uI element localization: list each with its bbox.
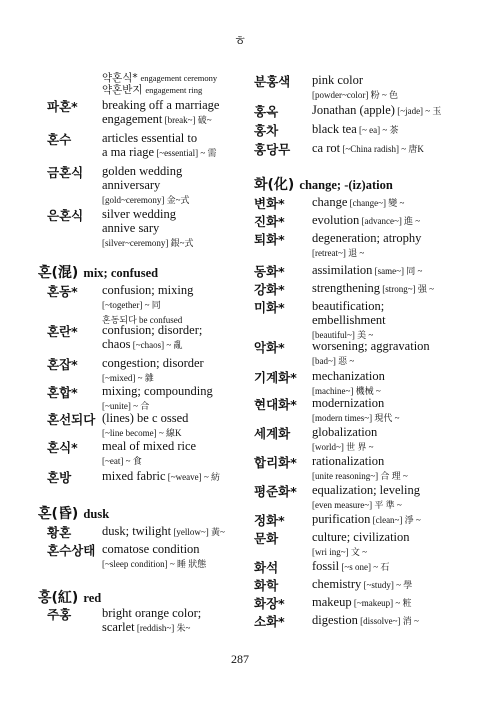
- definition: [312, 613, 480, 628]
- headword: 진화*: [254, 214, 285, 229]
- definition-line: [102, 178, 242, 192]
- definition-text: engagement: [102, 112, 163, 126]
- definition: [312, 231, 480, 260]
- definition-line: [102, 556, 242, 571]
- definition-line: [312, 410, 480, 425]
- definition-line: [102, 370, 242, 385]
- section-syllable: 홍(紅): [38, 590, 79, 606]
- definition-line: [102, 356, 242, 370]
- headword: 은혼식: [47, 208, 84, 223]
- section-heading: [38, 503, 109, 523]
- definition-line: [102, 425, 242, 440]
- etymology-note: [~essential] ~ 需: [154, 148, 217, 158]
- definition-line: [312, 103, 480, 118]
- sub-definition: engagement ceremony: [140, 73, 218, 83]
- etymology-note: [~mixed] ~ 雜: [102, 373, 154, 383]
- definition-text: culture; civilization: [312, 530, 410, 544]
- definition-text: confusion; mixing: [102, 283, 194, 297]
- definition-line: [312, 353, 480, 368]
- definition-text: ca rot: [312, 141, 341, 155]
- etymology-note: [dissolve~] 消 ~: [357, 616, 419, 626]
- headword: 강화*: [254, 282, 285, 297]
- headword: 동화*: [254, 264, 285, 279]
- headword: 혼란*: [47, 324, 78, 339]
- definition-line: [102, 235, 242, 250]
- definition: [312, 369, 480, 398]
- definition-line: [312, 263, 480, 278]
- section-heading: [38, 262, 158, 282]
- definition-line: [102, 542, 242, 556]
- definition: [102, 542, 242, 571]
- section-gloss: change; -(iz)ation: [299, 178, 393, 192]
- definition-text: globalization: [312, 425, 378, 439]
- etymology-note: [world~] 世 界 ~: [312, 442, 374, 452]
- definition-line: [102, 145, 242, 160]
- etymology-note: [unite reasoning~] 合 理 ~: [312, 471, 408, 481]
- section-syllable: 혼(混): [38, 265, 79, 281]
- etymology-note: [yellow~] 黃~: [171, 527, 225, 537]
- headword: 화장*: [254, 596, 285, 611]
- etymology-note: [reddish~] 朱~: [134, 623, 191, 633]
- definition: [102, 207, 242, 250]
- section-gloss: red: [83, 591, 102, 605]
- definition-text: degeneration; atrophy: [312, 231, 422, 245]
- definition-line: [312, 281, 480, 296]
- definition-text: fossil: [312, 559, 340, 573]
- page-number: 287: [231, 652, 249, 666]
- definition-line: [102, 207, 242, 221]
- headword: 혼합*: [47, 385, 78, 400]
- headword: 혼선되다: [47, 412, 96, 427]
- definition-line: [312, 530, 480, 544]
- definition: [312, 73, 480, 102]
- definition-text: pink color: [312, 73, 364, 87]
- sub-headword: 약혼식*: [102, 72, 138, 84]
- definition: [312, 396, 480, 425]
- section-heading: [254, 174, 393, 194]
- etymology-note: [machine~] 機械 ~: [312, 386, 381, 396]
- definition: [102, 131, 242, 160]
- definition-line: [312, 231, 480, 245]
- etymology-note: [advance~] 進 ~: [359, 216, 421, 226]
- etymology-note: [~weave] ~ 紡: [165, 472, 220, 482]
- definition: [102, 524, 242, 539]
- etymology-note: [clean~] 淨 ~: [370, 515, 421, 525]
- definition-line: [102, 112, 242, 127]
- headword: 혼잡*: [47, 357, 78, 372]
- etymology-note: [silver~ceremony] 銀~式: [102, 238, 194, 248]
- headword: 홍당무: [254, 142, 291, 157]
- headword: 황혼: [47, 525, 72, 540]
- definition-line: [102, 283, 242, 297]
- definition-line: [312, 141, 480, 156]
- sub-entry: [102, 72, 217, 84]
- sub-definition: engagement ring: [145, 85, 203, 95]
- definition-line: [312, 544, 480, 559]
- definition-text: breaking off a marriage: [102, 98, 220, 112]
- definition-line: [312, 425, 480, 439]
- sub-entry-group: [102, 72, 217, 96]
- section-gloss: mix; confused: [83, 266, 159, 280]
- definition-text: confusion; disorder;: [102, 323, 203, 337]
- definition-line: [102, 98, 242, 112]
- etymology-note: [~sleep condition] ~ 睡 狀態: [102, 559, 207, 569]
- headword: 혼동*: [47, 284, 78, 299]
- definition-text: modernization: [312, 396, 385, 410]
- etymology-note: [~jade] ~ 玉: [394, 106, 442, 116]
- definition-line: [312, 439, 480, 454]
- definition-text: comatose condition: [102, 542, 200, 556]
- headword: 혼수상태: [47, 543, 96, 558]
- headword: 분홍색: [254, 74, 291, 89]
- definition: [102, 356, 242, 385]
- headword: 퇴화*: [254, 232, 285, 247]
- definition-text: strengthening: [312, 281, 381, 295]
- definition-line: [312, 122, 480, 137]
- etymology-note: [~makeup] ~ 粧: [351, 598, 412, 608]
- definition-line: [312, 313, 480, 327]
- headword: 변화*: [254, 196, 285, 211]
- definition: [102, 283, 242, 327]
- etymology-note: [~line become] ~ 線K: [102, 428, 182, 438]
- definition-line: [102, 297, 242, 312]
- definition-line: [102, 469, 242, 484]
- definition-line: [102, 620, 242, 635]
- etymology-note: [strong~] 强 ~: [380, 284, 435, 294]
- definition: [102, 469, 242, 484]
- definition-text: embellishment: [312, 313, 386, 327]
- definition-line: [312, 595, 480, 610]
- definition-line: [312, 369, 480, 383]
- etymology-note: [beautiful~] 美 ~: [312, 330, 374, 340]
- definition-text: makeup: [312, 595, 352, 609]
- headword: 평준화*: [254, 484, 297, 499]
- etymology-note: [break~] 破~: [162, 115, 212, 125]
- definition-text: black tea: [312, 122, 357, 136]
- definition-text: mixing; compounding: [102, 384, 213, 398]
- definition-line: [312, 396, 480, 410]
- etymology-note: [wri ing~] 文 ~: [312, 547, 367, 557]
- definition-line: [102, 453, 242, 468]
- definition-line: [102, 192, 242, 207]
- headword: 미화*: [254, 300, 285, 315]
- etymology-note: 혼동되다 be confused: [102, 315, 183, 325]
- definition-text: silver wedding: [102, 207, 176, 221]
- definition: [102, 98, 242, 127]
- definition-text: evolution: [312, 213, 360, 227]
- definition-text: Jonathan (apple): [312, 103, 395, 117]
- definition: [312, 195, 480, 210]
- etymology-note: [~together] ~ 同: [102, 300, 161, 310]
- headword: 기계화*: [254, 370, 297, 385]
- definition: [312, 483, 480, 512]
- etymology-note: [~ ea] ~ 茶: [356, 125, 399, 135]
- etymology-note: [gold~ceremony] 金~式: [102, 195, 190, 205]
- definition-line: [312, 497, 480, 512]
- definition: [102, 164, 242, 207]
- etymology-note: [~chaos] ~ 亂: [130, 340, 183, 350]
- definition: [312, 577, 480, 592]
- etymology-note: [bad~] 惡 ~: [312, 356, 355, 366]
- definition-text: anniversary: [102, 178, 161, 192]
- definition-line: [312, 73, 480, 87]
- definition-text: articles essential to: [102, 131, 198, 145]
- headword: 혼수: [47, 132, 72, 147]
- headword: 혼식*: [47, 440, 78, 455]
- definition-line: [312, 299, 480, 313]
- etymology-note: [powder~color] 粉 ~ 色: [312, 90, 398, 100]
- section-gloss: dusk: [83, 507, 110, 521]
- definition: [312, 103, 480, 118]
- definition-text: change: [312, 195, 348, 209]
- headword: 혼방: [47, 470, 72, 485]
- definition: [312, 339, 480, 368]
- definition: [312, 213, 480, 228]
- definition-line: [312, 87, 480, 102]
- definition-line: [102, 439, 242, 453]
- headword: 소화*: [254, 614, 285, 629]
- definition: [312, 281, 480, 296]
- sub-entry: [102, 84, 217, 96]
- definition-text: dusk; twilight: [102, 524, 172, 538]
- definition-line: [102, 323, 242, 337]
- definition: [102, 411, 242, 440]
- definition: [102, 384, 242, 413]
- definition-text: chaos: [102, 337, 131, 351]
- headword: 악화*: [254, 340, 285, 355]
- headword: 합리화*: [254, 455, 297, 470]
- definition-text: golden wedding: [102, 164, 183, 178]
- definition-text: purification: [312, 512, 371, 526]
- definition: [312, 299, 480, 342]
- definition: [312, 512, 480, 527]
- definition-text: rationalization: [312, 454, 385, 468]
- definition-line: [312, 483, 480, 497]
- definition: [312, 454, 480, 483]
- definition-text: congestion; disorder: [102, 356, 204, 370]
- definition-line: [312, 339, 480, 353]
- etymology-note: [~China radish] ~ 唐K: [340, 144, 424, 154]
- definition-text: a ma riage: [102, 145, 155, 159]
- definition: [312, 263, 480, 278]
- definition: [312, 595, 480, 610]
- definition-line: [102, 131, 242, 145]
- headword: 문화: [254, 531, 279, 546]
- definition-text: annive sary: [102, 221, 160, 235]
- definition-line: [312, 559, 480, 574]
- headword: 주홍: [47, 607, 72, 622]
- headword: 금혼식: [47, 165, 84, 180]
- definition-text: meal of mixed rice: [102, 439, 197, 453]
- definition-text: chemistry: [312, 577, 362, 591]
- definition-line: [312, 245, 480, 260]
- definition-line: [312, 577, 480, 592]
- definition-text: mixed fabric: [102, 469, 166, 483]
- definition-text: beautification;: [312, 299, 385, 313]
- definition: [312, 530, 480, 559]
- definition: [312, 559, 480, 574]
- etymology-note: [change~] 變 ~: [347, 198, 405, 208]
- headword: 현대화*: [254, 397, 297, 412]
- definition-line: [312, 454, 480, 468]
- definition-text: (lines) be c ossed: [102, 411, 189, 425]
- definition-line: [312, 512, 480, 527]
- page-header-letter: ㅎ: [233, 34, 247, 49]
- headword: 화학: [254, 578, 279, 593]
- definition-line: [102, 524, 242, 539]
- definition-line: [312, 213, 480, 228]
- etymology-note: [modern times~] 現代 ~: [312, 413, 400, 423]
- headword: 파혼*: [47, 99, 78, 114]
- etymology-note: [retreat~] 退 ~: [312, 248, 365, 258]
- headword: 홍옥: [254, 104, 279, 119]
- definition-text: bright orange color;: [102, 606, 202, 620]
- definition-line: [102, 337, 242, 352]
- definition: [312, 425, 480, 454]
- definition-line: [102, 411, 242, 425]
- definition-line: [102, 221, 242, 235]
- definition-text: worsening; aggravation: [312, 339, 430, 353]
- headword: 화석: [254, 560, 279, 575]
- definition: [102, 606, 242, 635]
- etymology-note: [~unite] ~ 合: [102, 401, 150, 411]
- headword: 정화*: [254, 513, 285, 528]
- definition-line: [102, 606, 242, 620]
- definition-line: [312, 613, 480, 628]
- etymology-note: [even measure~] 平 準 ~: [312, 500, 402, 510]
- definition: [312, 122, 480, 137]
- definition-line: [312, 195, 480, 210]
- definition: [102, 323, 242, 352]
- definition-line: [102, 164, 242, 178]
- definition-line: [312, 468, 480, 483]
- etymology-note: [~eat] ~ 食: [102, 456, 142, 466]
- etymology-note: [~study] ~ 學: [361, 580, 413, 590]
- section-syllable: 화(化): [254, 177, 295, 193]
- section-syllable: 혼(昏): [38, 506, 79, 522]
- definition-text: mechanization: [312, 369, 385, 383]
- definition-text: assimilation: [312, 263, 373, 277]
- headword: 홍차: [254, 123, 279, 138]
- sub-headword: 약혼반지: [102, 84, 143, 96]
- definition-line: [102, 384, 242, 398]
- definition-text: digestion: [312, 613, 358, 627]
- definition: [312, 141, 480, 156]
- headword: 세계화: [254, 426, 291, 441]
- section-heading: [38, 587, 101, 607]
- etymology-note: [~s one] ~ 石: [339, 562, 390, 572]
- definition-text: equalization; leveling: [312, 483, 420, 497]
- definition-text: scarlet: [102, 620, 135, 634]
- etymology-note: [same~] 同 ~: [372, 266, 423, 276]
- definition: [102, 439, 242, 468]
